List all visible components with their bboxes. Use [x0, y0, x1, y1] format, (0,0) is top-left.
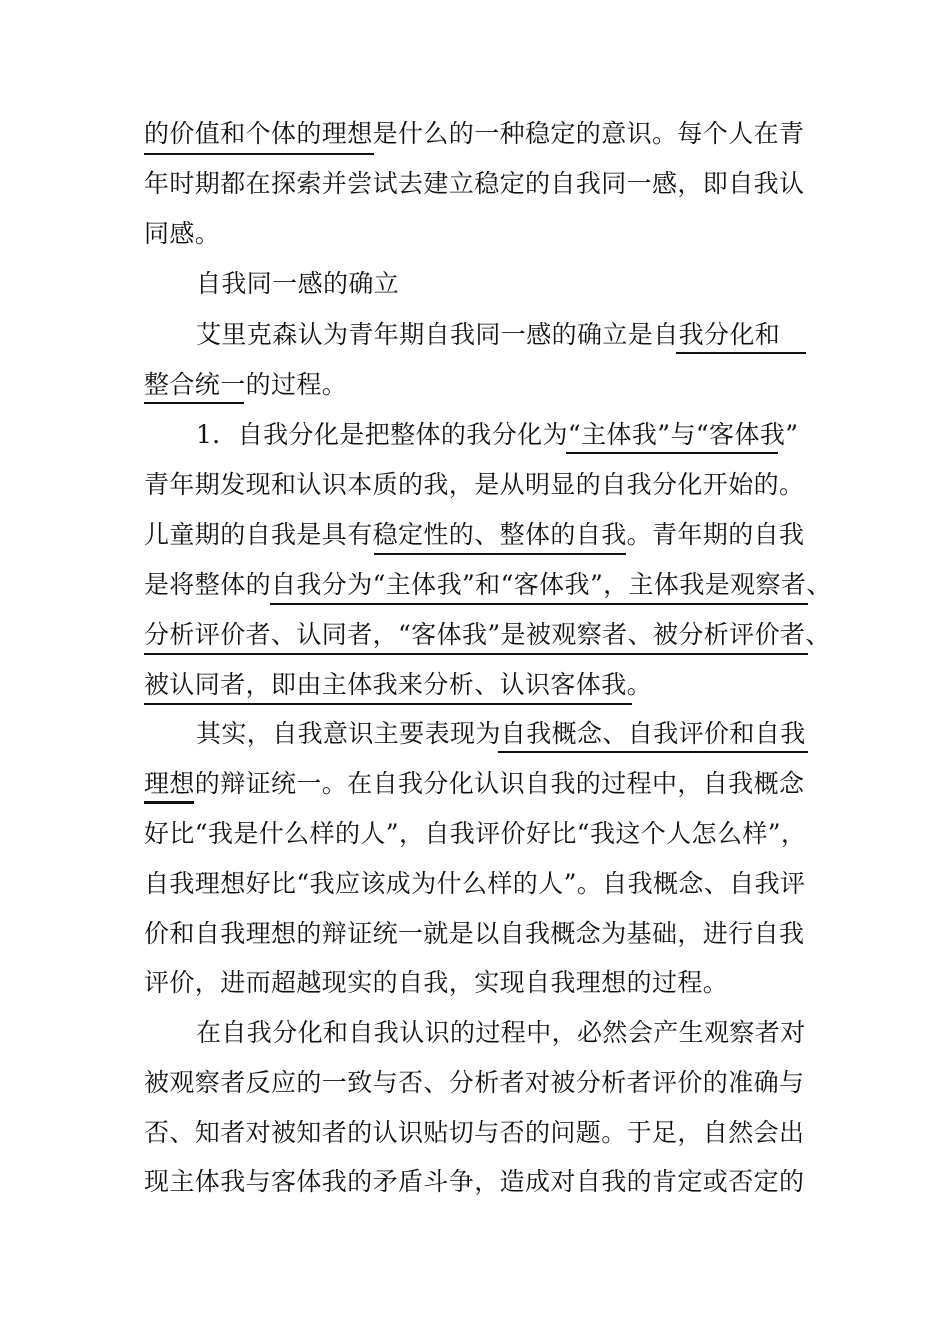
text-line: 被观察者反应的一致与否、分析者对被分析者评价的准确与 — [144, 1068, 805, 1097]
underline — [498, 751, 808, 753]
text-line: 儿童期的自我是具有稳定性的、整体的自我。青年期的自我 — [144, 520, 805, 549]
text-line: 好比“我是什么样的人”，自我评价好比“我这个人怎么样”， — [144, 819, 807, 848]
underline — [374, 553, 626, 555]
underline — [144, 653, 808, 655]
text-line: 年时期都在探索并尝试去建立稳定的自我同一感，即自我认 — [144, 169, 805, 198]
underline — [144, 153, 374, 155]
underline — [144, 801, 194, 804]
text-line: 自我理想好比“我应该成为什么样的人”。自我概念、自我评 — [144, 869, 806, 898]
text-line: 在自我分化和自我认识的过程中，必然会产生观察者对 — [196, 1018, 806, 1047]
underline — [144, 402, 244, 404]
underline — [144, 703, 632, 705]
underline — [566, 452, 778, 454]
text-line: 价和自我理想的辩证统一就是以自我概念为基础，进行自我 — [144, 919, 805, 948]
text-line: 青年期发现和认识本质的我，是从明显的自我分化开始的。 — [144, 470, 805, 499]
text-line: 现主体我与客体我的矛盾斗争，造成对自我的肯定或否定的 — [144, 1167, 805, 1196]
section-heading: 自我同一感的确立 — [196, 269, 400, 298]
underline — [676, 352, 806, 354]
text-line: 分析评价者、认同者，“客体我”是被观察者、被分析评价者、 — [144, 620, 831, 649]
underline — [270, 603, 808, 605]
numbered-point: 1．自我分化是把整体的我分化为“主体我”与“客体我” — [196, 420, 799, 449]
text-line: 评价，进而超越现实的自我，实现自我理想的过程。 — [144, 968, 729, 997]
text-line: 否、知者对被知者的认识贴切与否的问题。于足，自然会出 — [144, 1118, 805, 1147]
text-line: 艾里克森认为青年期自我同一感的确立是自我分化和 — [196, 320, 781, 349]
text-line: 整合统一的过程。 — [144, 370, 348, 399]
text-line: 其实，自我意识主要表现为自我概念、自我评价和自我 — [196, 719, 806, 748]
text-line: 是将整体的自我分为“主体我”和“客体我”，主体我是观察者、 — [144, 570, 832, 599]
text-line: 的价值和个体的理想是什么的一种稳定的意识。每个人在青 — [144, 119, 805, 148]
text-line: 理想的辩证统一。在自我分化认识自我的过程中，自我概念 — [144, 769, 805, 798]
text-line: 被认同者，即由主体我来分析、认识客体我。 — [144, 670, 653, 699]
text-line: 同感。 — [144, 219, 221, 248]
